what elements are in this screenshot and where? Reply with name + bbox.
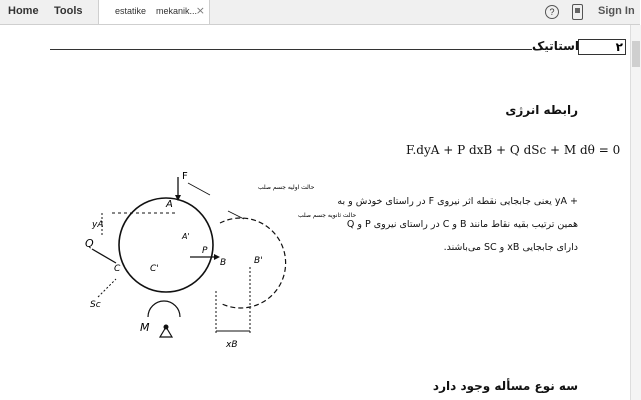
- problem-types-heading: سه نوع مسأله وجود دارد: [432, 379, 578, 393]
- label-Q: Q: [85, 237, 94, 250]
- tools-link[interactable]: Tools: [54, 5, 83, 17]
- sign-in-link[interactable]: Sign In: [598, 5, 635, 17]
- chapter-rule: [50, 49, 532, 50]
- explanation-paragraph: [312, 190, 578, 259]
- scrollbar-thumb[interactable]: [632, 41, 640, 67]
- note-leader-first: [188, 183, 210, 195]
- Sc-dimension: [98, 279, 116, 297]
- tab-title: estatike mekanik...: [115, 6, 198, 16]
- document-page: [0, 25, 630, 400]
- note-second-state: حالت ثانویه جسم صلب: [298, 212, 357, 219]
- help-icon[interactable]: ?: [545, 5, 559, 19]
- label-M: M: [140, 321, 150, 334]
- chapter-number: ۲: [578, 39, 626, 55]
- note-first-state: حالت اولیه جسم صلب: [258, 184, 315, 191]
- close-icon[interactable]: ×: [195, 4, 205, 17]
- vertical-scrollbar[interactable]: [630, 25, 641, 400]
- label-B: B: [220, 258, 227, 268]
- label-Sc: Sc: [90, 300, 101, 310]
- force-Q-arrow: [92, 249, 116, 263]
- label-C-prime: C': [150, 264, 159, 274]
- label-A-prime: A': [182, 232, 190, 241]
- label-yA: yA: [92, 220, 104, 230]
- displaced-body-arc: [220, 218, 286, 308]
- label-xB: xB: [226, 340, 238, 350]
- paragraph-line: + yA یعنی جابجایی نقطه اثر نیروی F در راستای خودش و به: [337, 196, 578, 207]
- label-F: F: [182, 171, 188, 182]
- document-tab[interactable]: [98, 0, 210, 24]
- pivot-point: [164, 325, 169, 330]
- moment-M-arc: [148, 301, 180, 317]
- energy-equation: F.dyA + P dxB + Q dSc + M dθ = 0: [406, 143, 621, 157]
- home-link[interactable]: Home: [8, 5, 39, 17]
- label-A: A: [166, 199, 173, 210]
- paragraph-line: همین ترتیب بقیه نقاط مانند B و C در راستای نیروی P و Q: [346, 219, 578, 230]
- rigid-body-diagram: [80, 167, 357, 357]
- section-heading: رابطه انرژی: [505, 103, 578, 117]
- label-P: P: [202, 246, 208, 256]
- browser-toolbar: [0, 0, 640, 25]
- mobile-icon[interactable]: [572, 4, 583, 20]
- label-B-prime: B': [254, 256, 263, 266]
- initial-body-circle: [119, 198, 213, 292]
- paragraph-line: دارای جابجایی xB و SC می‌باشند.: [443, 242, 578, 253]
- label-C: C: [114, 264, 121, 274]
- chapter-title: استاتیک: [532, 39, 580, 53]
